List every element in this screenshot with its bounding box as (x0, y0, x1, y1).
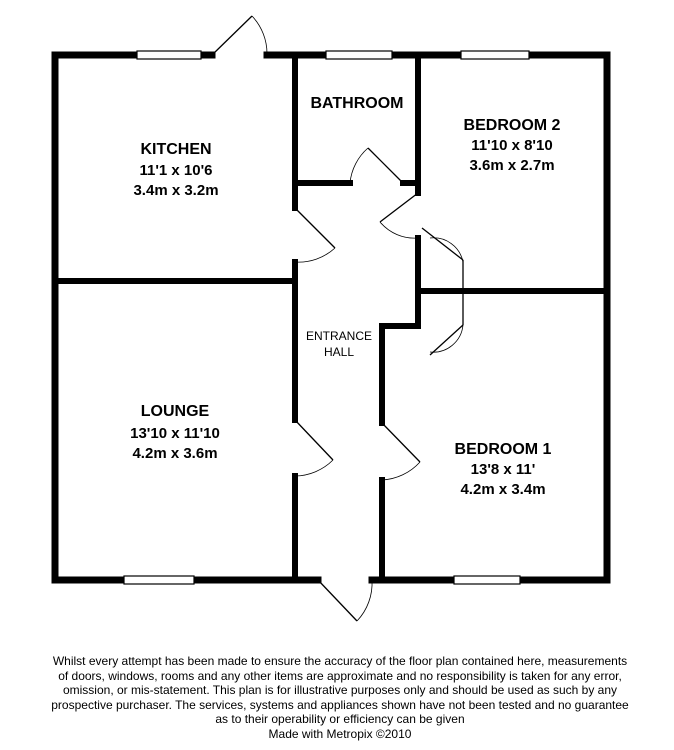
bathroom-name: BATHROOM (310, 95, 404, 112)
kitchen-door (295, 208, 335, 262)
kitchen-window (137, 51, 201, 59)
interior-walls (58, 58, 604, 577)
disclaimer-line: omission, or mis-statement. This plan is for illustrative purposes only and should be used as such by any (62, 683, 618, 698)
disclaimer-line: Whilst every attempt has been made to ensure the accuracy of the floor plan contained here, measurements (52, 654, 628, 668)
bedroom2-door (380, 193, 418, 238)
bedroom1-metric: 4.2m x 3.4m (460, 481, 546, 498)
lounge-name: LOUNGE (140, 403, 210, 420)
metropix-credit: Made with Metropix ©2010 (268, 726, 412, 741)
bedroom2-window (461, 51, 529, 59)
bedroom1-name: BEDROOM 1 (454, 441, 552, 458)
disclaimer-line: prospective purchaser. The services, systems and appliances shown have not been tested and no guarantee (51, 697, 629, 712)
kitchen-metric: 3.4m x 3.2m (133, 182, 219, 199)
disclaimer-line: as to their operability or efficiency can be given (215, 712, 465, 727)
kitchen-back-door (212, 16, 267, 55)
bathroom-door (350, 148, 403, 183)
hall-name-line2: HALL (323, 345, 355, 359)
lounge-imperial: 13'10 x 11'10 (130, 425, 220, 442)
lounge-window (124, 576, 194, 584)
bedroom1-door (382, 423, 420, 480)
bathroom-window (326, 51, 392, 59)
bedroom1-window (454, 576, 520, 584)
lounge-door (295, 420, 333, 476)
lounge-metric: 4.2m x 3.6m (132, 445, 218, 462)
disclaimer (16, 654, 664, 742)
room-labels (130, 95, 560, 498)
bedroom1-imperial: 13'8 x 11' (470, 461, 536, 478)
bedroom2-metric: 3.6m x 2.7m (469, 157, 555, 174)
kitchen-imperial: 11'1 x 10'6 (139, 162, 213, 179)
hall-name-line1: ENTRANCE (305, 329, 373, 343)
entrance-door (318, 580, 372, 621)
bedroom2-imperial: 11'10 x 8'10 (471, 137, 553, 154)
kitchen-name: KITCHEN (140, 141, 212, 158)
disclaimer-line: of doors, windows, rooms and any other items are approximate and no responsibility is taken for any error, (58, 668, 622, 683)
bedroom2-name: BEDROOM 2 (463, 117, 561, 134)
